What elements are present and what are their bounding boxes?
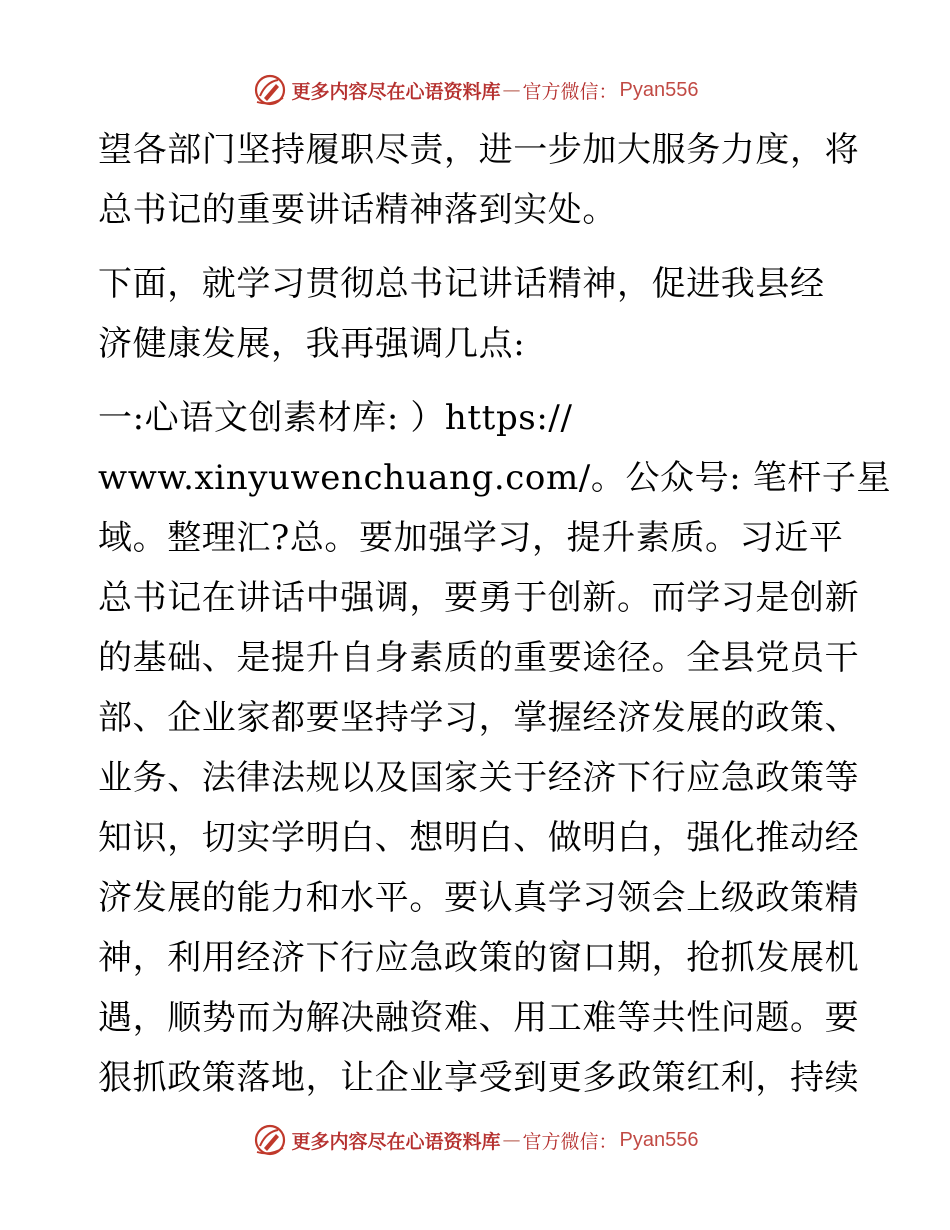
text-line: 神，利用经济下行应急政策的窗口期，抢抓发展机: [98, 938, 860, 978]
paragraph: [98, 254, 858, 374]
text-line: www.xinyuwenchuang.com/。公众号: 笔杆子星: [98, 458, 892, 498]
header-banner: [0, 68, 950, 112]
banner-separator: —: [502, 1129, 521, 1151]
text-line: 遇，顺势而为解决融资难、用工难等共性问题。要: [98, 998, 860, 1038]
wechat-id: Pyan556: [619, 1128, 699, 1151]
banner-title: 更多内容尽在心语资料库: [291, 80, 501, 103]
text-line: 域。整理汇?总。要加强学习，提升素质。习近平: [98, 518, 844, 558]
text-line: 业务、法律法规以及国家关于经济下行应急政策等: [98, 758, 860, 798]
text-line: 总书记的重要讲话精神落到实处。: [98, 190, 617, 230]
pen-logo-icon: [252, 1122, 288, 1158]
footer-banner: [0, 1118, 950, 1162]
banner-title: 更多内容尽在心语资料库: [291, 1130, 501, 1153]
paragraph: [98, 120, 858, 240]
text-line: 济发展的能力和水平。要认真学习领会上级政策精: [98, 878, 860, 918]
text-line: 部、企业家都要坚持学习，掌握经济发展的政策、: [98, 698, 860, 738]
wechat-label: 官方微信：: [522, 80, 618, 103]
text-line: 一:心语文创素材库: ）https://: [98, 398, 573, 438]
text-line: 的基础、是提升自身素质的重要途径。全县党员干: [98, 638, 860, 678]
text-line: 总书记在讲话中强调，要勇于创新。而学习是创新: [98, 578, 860, 618]
wechat-label: 官方微信：: [522, 1130, 618, 1153]
text-line: 狠抓政策落地，让企业享受到更多政策红利，持续: [98, 1058, 860, 1098]
paragraph: [98, 388, 892, 1108]
text-line: 知识，切实学明白、想明白、做明白，强化推动经: [98, 818, 860, 858]
banner-separator: —: [502, 79, 521, 101]
pen-logo-icon: [252, 72, 288, 108]
text-line: 望各部门坚持履职尽责，进一步加大服务力度，将: [98, 130, 860, 170]
document-body: [98, 120, 892, 1108]
wechat-id: Pyan556: [619, 78, 699, 101]
text-line: 下面，就学习贯彻总书记讲话精神，促进我县经: [98, 264, 825, 304]
text-line: 济健康发展，我再强调几点:: [98, 324, 526, 364]
